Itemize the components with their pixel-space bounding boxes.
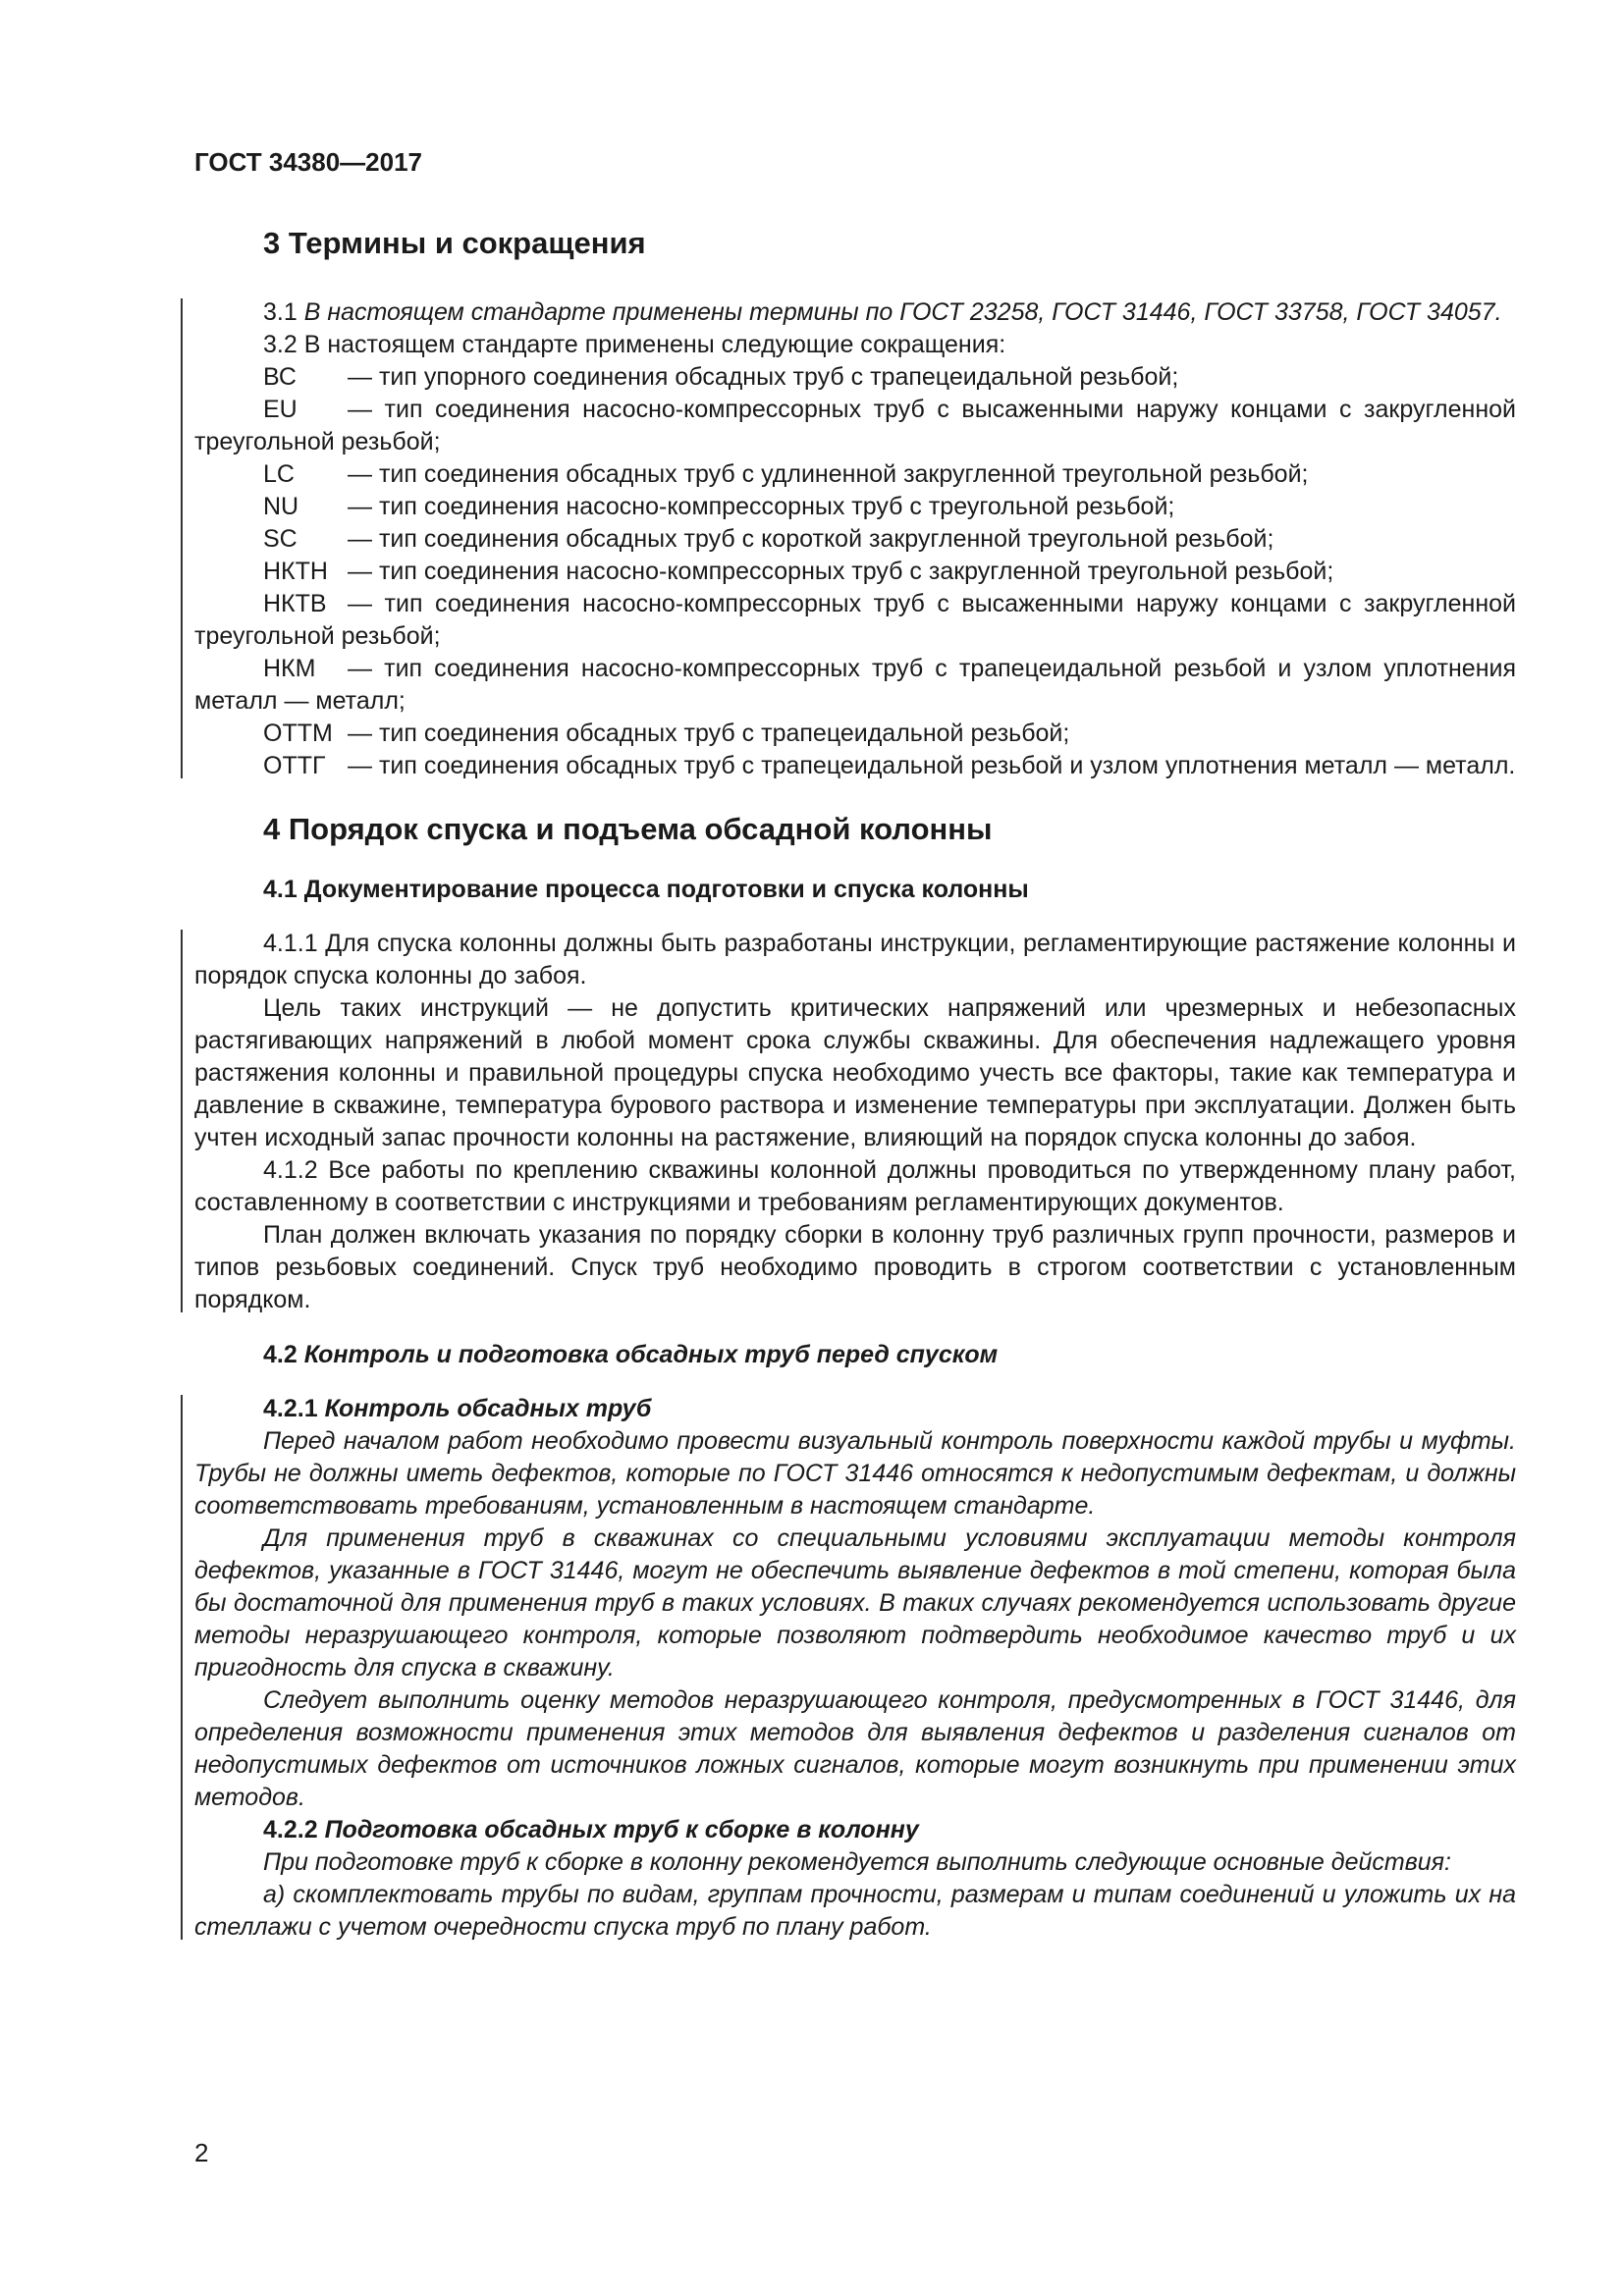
paragraph-3-2: 3.2 В настоящем стандарте применены следующие сокращения: [263, 331, 1006, 358]
paragraph-4-2-1-c: Следует выполнить оценку методов неразрушающего контроля, предусмотренных в ГОСТ 31446, для определения возможности применения этих методов для выявления дефектов и разделения сигналов от недопустимых дефектов от источников ложных сигналов, которые могут возникнуть при применении этих методов. [194, 1686, 1516, 1811]
abbr-row-ottg: ОТТГ — тип соединения обсадных труб с трапецеидальной резьбой и узлом уплотнения металл — металл. [263, 752, 1516, 779]
section-4-title: 4 Порядок спуска и подъема обсадной колонны [263, 812, 993, 846]
paragraph-4-1-2-b: План должен включать указания по порядку сборки в колонну труб различных групп прочности, размеров и типов резьбовых соединений. Спуск труб необходимо проводить в строгом соответствии с установленным порядком. [194, 1221, 1516, 1313]
section-4-2-block [194, 1393, 1516, 1944]
abbr-row-ottm: ОТТМ — тип соединения обсадных труб с трапецеидальной резьбой; [263, 720, 1070, 747]
section-4-1-block [194, 928, 1516, 1316]
paragraph-4-1-1-b: Цель таких инструкций — не допустить критических напряжений или чрезмерных и небезопасных растягивающих напряжений в любой момент срока службы скважины. Для обеспечения надлежащего уровня растяжения колонны и правильной процедуры спуска необходимо учесть все факторы, такие как температура и давление в скважине, температура бурового раствора и изменение температуры при эксплуатации. Должен быть учтен исходный запас прочности колонны на растяжение, влияющий на порядок спуска колонны до забоя. [194, 994, 1516, 1151]
section-3-block [194, 296, 1516, 782]
paragraph-4-1-1: 4.1.1 Для спуска колонны должны быть разработаны инструкции, регламентирующие растяжение колонны и порядок спуска колонны до забоя. [194, 930, 1516, 989]
paragraph-4-1-2: 4.1.2 Все работы по креплению скважины колонной должны проводиться по утвержденному плану работ, составленному в соответствии с инструкциями и требованиям регламентирующих документов. [194, 1156, 1516, 1216]
document-body [194, 224, 1516, 1944]
paragraph-4-2-2-a: При подготовке труб к сборке в колонну рекомендуется выполнить следующие основные действия: [263, 1848, 1451, 1876]
section-3-title: 3 Термины и сокращения [263, 226, 646, 260]
section-4-1-title: 4.1 Документирование процесса подготовки и спуска колонны [263, 876, 1029, 903]
abbr-row-nu: NU — тип соединения насосно-компрессорных труб с треугольной резьбой; [263, 493, 1175, 520]
abbr-row-eu: EU — тип соединения насосно-компрессорных труб с высаженными наружу концами с закругленной треугольной резьбой; [194, 396, 1516, 455]
paragraph-4-2-1-b: Для применения труб в скважинах со специальными условиями эксплуатации методы контроля дефектов, указанные в ГОСТ 31446, могут не обеспечить выявление дефектов в той степени, которая была бы достаточной для применения труб в таких условиях. В таких случаях рекомендуется использовать другие методы неразрушающего контроля, которые позволяют подтвердить необходимое качество труб и их пригодность для спуска в скважину. [194, 1524, 1516, 1682]
page-number: 2 [194, 2138, 209, 2167]
document-header: ГОСТ 34380—2017 [194, 147, 422, 177]
paragraph-3-1: 3.1 В настоящем стандарте применены термины по ГОСТ 23258, ГОСТ 31446, ГОСТ 33758, ГОСТ 34057. [263, 298, 1502, 326]
subsection-4-2-1-title: 4.2.1 Контроль обсадных труб [263, 1395, 652, 1422]
abbr-row-nkm: НКМ — тип соединения насосно-компрессорных труб с трапецеидальной резьбой и узлом уплотнения металл — металл; [194, 655, 1516, 715]
subsection-4-2-2-title: 4.2.2 Подготовка обсадных труб к сборке в колонну [263, 1816, 919, 1843]
section-4-2-title: 4.2 Контроль и подготовка обсадных труб перед спуском [263, 1341, 999, 1368]
abbr-row-lc: LC — тип соединения обсадных труб с удлиненной закругленной треугольной резьбой; [263, 460, 1309, 488]
abbr-row-sc: SC — тип соединения обсадных труб с короткой закругленной треугольной резьбой; [263, 525, 1274, 553]
abbr-row-bc: ВС — тип упорного соединения обсадных труб с трапецеидальной резьбой; [263, 363, 1179, 391]
paragraph-4-2-2-b: а) скомплектовать трубы по видам, группам прочности, размерам и типам соединений и уложить их на стеллажи с учетом очередности спуска труб по плану работ. [194, 1881, 1516, 1941]
paragraph-4-2-1-a: Перед началом работ необходимо провести визуальный контроль поверхности каждой трубы и муфты. Трубы не должны иметь дефектов, которые по ГОСТ 31446 относятся к недопустимым дефектам, и должны соответствовать требованиям, установленным в настоящем стандарте. [194, 1427, 1516, 1520]
abbr-row-nktn: НКТН — тип соединения насосно-компрессорных труб с закругленной треугольной резьбой; [263, 558, 1334, 585]
abbr-row-nktv: НКТВ — тип соединения насосно-компрессорных труб с высаженными наружу концами с закругленной треугольной резьбой; [194, 590, 1516, 650]
